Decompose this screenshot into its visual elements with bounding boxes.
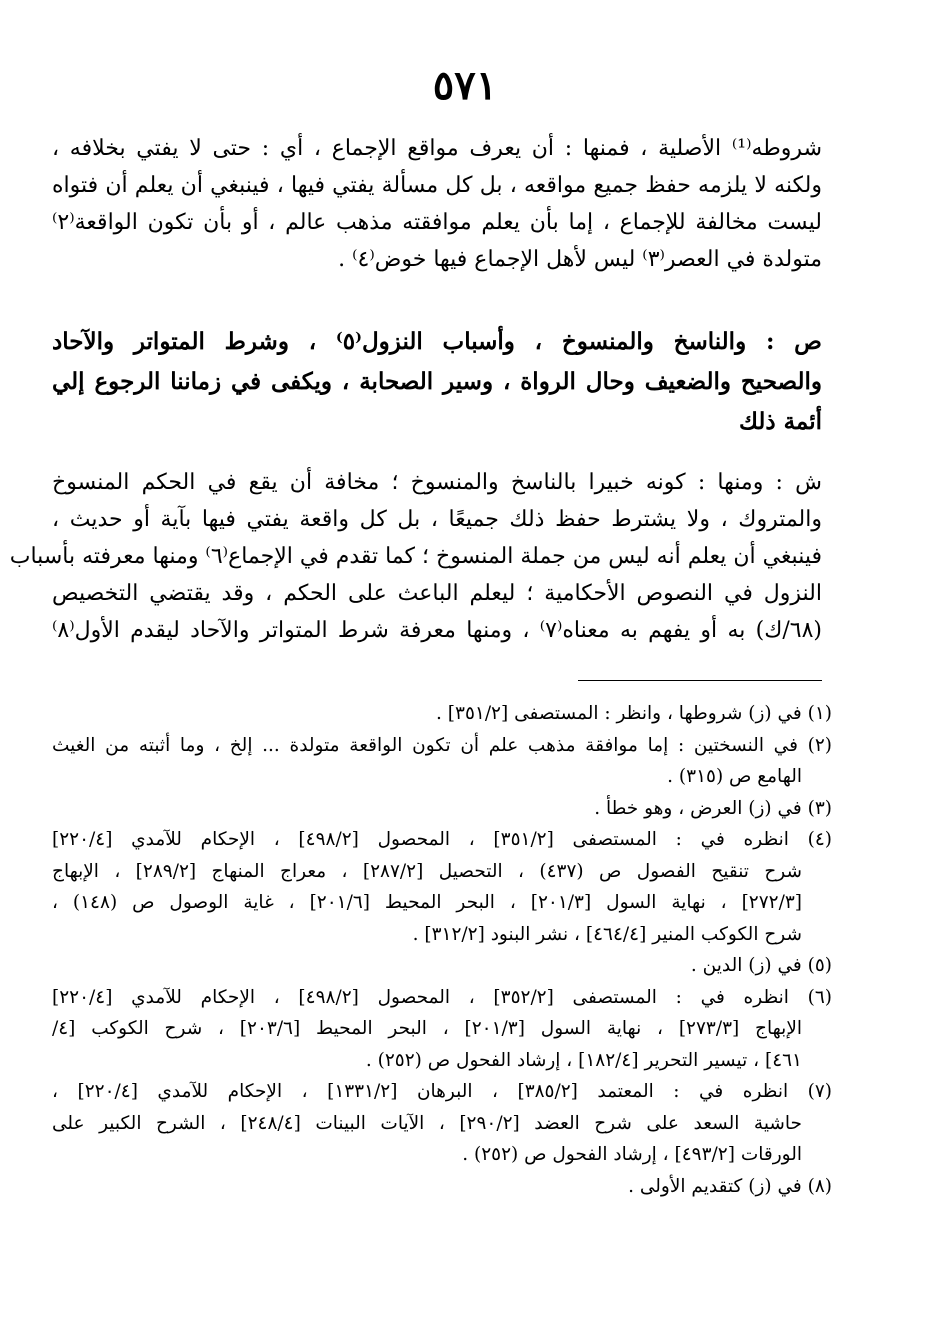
footnote-line: حاشية السعد على شرح العضد [٢٩٠/٢] ، الآيات البينات [٢٤٨/٤] ، الشرح الكبير على: [52, 1112, 802, 1134]
text-line: ص : والناسخ والمنسوخ ، وأسباب النزول⁽٥⁾ ، وشرط المتواتر والآحاد: [52, 328, 822, 355]
footnote: [52, 730, 832, 793]
footnote-line: الإبهاج [٢٧٣/٣] ، نهاية السول [٢٠١/٣] ، البحر المحيط [٢٠٣/٦] ، شرح الكوكب [٤/: [52, 1018, 803, 1039]
footnote-line: (٤) انظره في : المستصفى [٣٥١/٢] ، المحصول [٤٩٨/٢] ، الإحكام للآمدي [٢٢٠/٤]: [52, 829, 832, 850]
text-line: ولكنه لا يلزمه حفظ جميع مواقعه ، بل كل مسألة يفتي فيها ، فينبغي أن يعلم أن فتواه: [52, 173, 822, 198]
footnote-line: (١) في (ز) شروطها ، وانظر : المستصفى [٣٥١/٢] .: [436, 703, 832, 724]
text-line: شروطه⁽¹⁾ الأصلية ، فمنها : أن يعرف مواقع الإجماع ، أي : حتى لا يفتي بخلافه ،: [52, 136, 822, 161]
footnote: [52, 824, 832, 950]
footnote-line: (٨) في (ز) كتقديم الأولى .: [628, 1175, 832, 1197]
text-line: والصحيح والضعيف وحال الرواة ، وسير الصحابة ، ويكفى في زماننا الرجوع إلي: [52, 368, 822, 395]
footnote-line: الورقات [٤٩٣/٢] ، إرشاد الفحول ص (٢٥٢) .: [462, 1144, 802, 1165]
text-line: متولدة في العصر⁽٣⁾ ليس لأهل الإجماع فيها خوض⁽٤⁾ .: [338, 247, 822, 272]
footnote-divider: [578, 680, 822, 681]
text-line: (٦٨/ك) به أو يفهم به معناه⁽٧⁾ ، ومنها معرفة شرط المتواتر والآحاد ليقدم الأول⁽٨⁾: [52, 618, 822, 643]
text-line: والمتروك ، ولا يشترط حفظ ذلك جميعًا ، بل كل واقعة يفتي فيها بآية أو حديث ،: [52, 507, 822, 532]
text-line: ليست مخالفة للإجماع ، إما بأن يعلم موافقته مذهب عالم ، أو بأن تكون الواقعة⁽٢⁾: [52, 210, 822, 235]
text-line: النزول في النصوص الأحكامية ؛ ليعلم الباعث على الحكم ، وقد يقتضي التخصيص: [52, 581, 822, 606]
text-line: فينبغي أن يعلم أنه ليس من جملة المنسوخ ؛ كما تقدم في الإجماع⁽٦⁾ ومنها معرفته بأسباب: [9, 544, 822, 569]
footnote: [52, 982, 832, 1077]
footnote-line: (٣) في (ز) العرض ، وهو خطأ .: [594, 797, 832, 819]
footnote-line: شرح تنقيح الفصول ص (٤٣٧) ، التحصيل [٢٨٧/٢] ، معراج المنهاج [٢٨٩/٢] ، الإبهاج: [52, 860, 802, 882]
text-line: أئمة ذلك: [738, 408, 822, 435]
footnote: [52, 1171, 832, 1203]
footnotes: [52, 698, 832, 1202]
page-number: ٥٧١: [432, 62, 498, 109]
footnote-line: ٤٦١] ، تيسير التحرير [١٨٢/٤] ، إرشاد الفحول ص (٢٥٢) .: [365, 1049, 802, 1071]
footnote: [52, 793, 832, 825]
text-line: ش : ومنها : كونه خبيرا بالناسخ والمنسوخ ؛ مخافة أن يقع في الحكم المنسوخ: [52, 470, 822, 495]
footnote-line: (٢) في النسختين : إما موافقة مذهب علم أن تكون الواقعة متولدة ... إلخ ، وما أثبته من الغيث: [52, 734, 832, 756]
footnote: [52, 1076, 832, 1171]
footnote-line: الهامع ص (٣١٥) .: [667, 766, 802, 787]
footnote-line: (٦) انظره في : المستصفى [٣٥٢/٢] ، المحصول [٤٩٨/٢] ، الإحكام للآمدي [٢٢٠/٤]: [52, 986, 832, 1008]
commentary-paragraph-continued: [52, 130, 822, 278]
footnote-line: [٢٧٢/٣] ، نهاية السول [٢٠١/٣] ، البحر المحيط [٢٠١/٦] ، غاية الوصول ص (١٤٨) ،: [52, 892, 802, 913]
sharh-paragraph: [9, 464, 822, 649]
footnote: [52, 950, 832, 982]
footnote: [52, 698, 832, 730]
footnote-line: شرح الكوكب المنير [٤٦٤/٤] ، نشر البنود [٣١٢/٢] .: [412, 923, 802, 945]
footnote-line: (٧) انظره في : المعتمد [٣٨٥/٢] ، البرهان [١٣٣١/٢] ، الإحكام للآمدي [٢٢٠/٤] ،: [52, 1081, 833, 1102]
matn-paragraph: [52, 322, 822, 442]
footnote-line: (٥) في (ز) الدين .: [690, 955, 832, 976]
